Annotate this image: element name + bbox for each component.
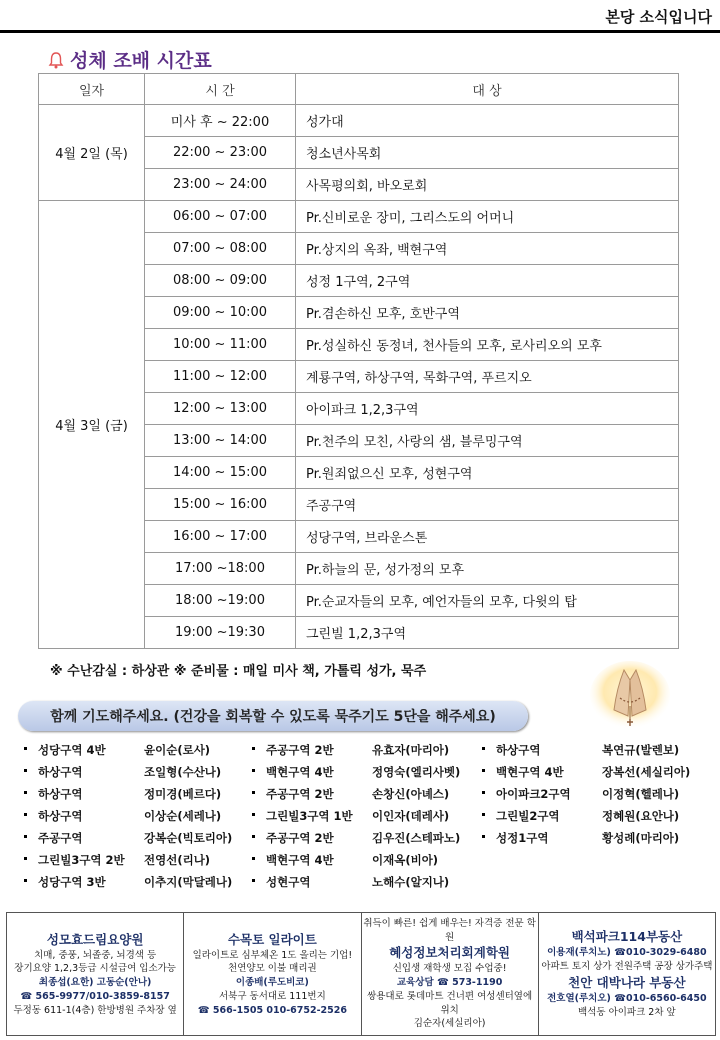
bullet-icon (24, 813, 27, 816)
prayer-row (20, 808, 720, 830)
ad-line: 쌍용대로 롯데마트 건너편 여성센터옆에 위치 (367, 990, 533, 1016)
column-header-target: 대 상 (296, 74, 679, 105)
prayer-area: 백현구역 4반 (496, 765, 564, 779)
prayer-row (20, 786, 720, 808)
ad-line: 교육상담 ☎ 573-1190 (396, 977, 503, 989)
prayer-name: 정미경(베르다) (144, 787, 222, 801)
date-cell: 4월 2일 (목) (39, 105, 145, 201)
prayer-row (20, 874, 720, 896)
prayer-name: 이상순(세레나) (144, 809, 222, 823)
time-cell: 06:00 ~ 07:00 (145, 201, 296, 233)
prayer-area: 성당구역 3반 (38, 875, 106, 889)
target-cell: 주공구역 (296, 489, 679, 521)
ad-title: 성모효드림요양원 (46, 931, 144, 947)
prayer-area: 아이파크2구역 (496, 787, 571, 801)
time-cell: 08:00 ~ 09:00 (145, 265, 296, 297)
table-row (39, 105, 679, 137)
prayer-banner (18, 701, 528, 731)
bullet-icon (252, 879, 255, 882)
ad-title: 백석파크114부동산 (571, 929, 683, 945)
prayer-area: 하상구역 (38, 765, 83, 779)
bullet-icon (482, 813, 485, 816)
target-cell: Pr.원죄없으신 모후, 성현구역 (296, 457, 679, 489)
target-cell: 그린빌 1,2,3구역 (296, 617, 679, 649)
header-divider (0, 30, 720, 33)
bullet-icon (252, 835, 255, 838)
time-cell: 10:00 ~ 11:00 (145, 329, 296, 361)
prayer-name: 이정혁(헬레나) (602, 787, 680, 801)
target-cell: Pr.천주의 모친, 사랑의 샘, 블루밍구역 (296, 425, 679, 457)
ad-line: ☎ 566-1505 010-6752-2526 (197, 1004, 347, 1016)
target-cell: 계룡구역, 하상구역, 목화구역, 푸르지오 (296, 361, 679, 393)
time-cell: 17:00 ~18:00 (145, 553, 296, 585)
ad-strip (6, 912, 716, 1036)
prayer-name: 유효자(마리아) (372, 743, 450, 757)
time-cell: 23:00 ~ 24:00 (145, 169, 296, 201)
prayer-row (20, 852, 720, 874)
prayer-area: 주공구역 (38, 831, 83, 845)
prayer-name: 노해수(알지나) (372, 875, 450, 889)
target-cell: 아이파크 1,2,3구역 (296, 393, 679, 425)
bullet-icon (482, 769, 485, 772)
ad-line: 장기요양 1,2,3등급 시설급여 입소가능 (14, 963, 176, 975)
prayer-name: 이인자(데레사) (372, 809, 450, 823)
prayer-area: 주공구역 2반 (266, 743, 334, 757)
prayer-area: 백현구역 4반 (266, 853, 334, 867)
ad-title: 취득이 빠른! 쉽게 배우는! 자격증 전문 학원 (363, 917, 536, 943)
ad-box (7, 913, 184, 1035)
ad-line: 서북구 동서대로 111번지 (218, 990, 326, 1002)
time-cell: 22:00 ~ 23:00 (145, 137, 296, 169)
time-cell: 19:00 ~19:30 (145, 617, 296, 649)
schedule-table (38, 73, 679, 649)
praying-hands-icon (590, 660, 670, 730)
ad-line: 아파트 토지 상가 전원주택 공장 상가주택 (541, 961, 713, 973)
prayer-area: 하상구역 (38, 787, 83, 801)
bullet-icon (24, 769, 27, 772)
ad-title: 혜성정보처리회계학원 (389, 945, 510, 961)
column-header-date: 일자 (39, 74, 145, 105)
bullet-icon (482, 791, 485, 794)
ad-line: 이용재(루치노) ☎010-3029-6480 (547, 947, 707, 959)
prayer-name: 장복선(세실리아) (602, 765, 691, 779)
prayer-name: 이추지(막달레나) (144, 875, 233, 889)
bullet-icon (252, 747, 255, 750)
bullet-icon (24, 835, 27, 838)
time-cell: 07:00 ~ 08:00 (145, 233, 296, 265)
time-cell: 14:00 ~ 15:00 (145, 457, 296, 489)
ad-line: ☎ 565-9977/010-3859-8157 (20, 990, 170, 1002)
target-cell: 성당구역, 브라운스톤 (296, 521, 679, 553)
prayer-area: 하상구역 (38, 809, 83, 823)
prayer-name: 김우진(스테파노) (372, 831, 461, 845)
prayer-name: 전영선(리나) (144, 853, 211, 867)
target-cell: Pr.겸손하신 모후, 호반구역 (296, 297, 679, 329)
prayer-name: 정혜원(요안나) (602, 809, 680, 823)
bullet-icon (252, 769, 255, 772)
ad-line: 전호열(루치오) ☎010-6560-6450 (547, 993, 707, 1005)
target-cell: Pr.성실하신 동정녀, 천사들의 모후, 로사리오의 모후 (296, 329, 679, 361)
time-cell: 16:00 ~ 17:00 (145, 521, 296, 553)
time-cell: 13:00 ~ 14:00 (145, 425, 296, 457)
prayer-area: 그린빌2구역 (496, 809, 560, 823)
prayer-name: 강복순(빅토리아) (144, 831, 233, 845)
target-cell: Pr.신비로운 장미, 그리스도의 어머니 (296, 201, 679, 233)
ad-line: 두정동 611-1(4층) 한방병원 주차장 옆 (13, 1004, 177, 1016)
time-cell: 15:00 ~ 16:00 (145, 489, 296, 521)
bullet-icon (252, 857, 255, 860)
ad-line: 이종배(루도비코) (235, 977, 309, 989)
bullet-icon (24, 857, 27, 860)
time-cell: 12:00 ~ 13:00 (145, 393, 296, 425)
prayer-name: 복연규(발렌보) (602, 743, 680, 757)
time-cell: 09:00 ~ 10:00 (145, 297, 296, 329)
bullet-icon (482, 835, 485, 838)
page-header-title: 본당 소식입니다 (605, 8, 712, 26)
time-cell: 11:00 ~ 12:00 (145, 361, 296, 393)
ad-line: 일라이트로 심부체온 1도 올리는 기업! (192, 949, 353, 961)
prayer-area: 성당구역 4반 (38, 743, 106, 757)
prayer-banner-text: 함께 기도해주세요. (건강을 회복할 수 있도록 묵주기도 5단을 해주세요) (50, 709, 496, 725)
prayer-area: 성정1구역 (496, 831, 549, 845)
schedule-header-row (39, 74, 679, 105)
prayer-area: 그린빌3구역 1반 (266, 809, 353, 823)
ad-line: 치매, 중풍, 뇌졸중, 뇌경색 등 (34, 949, 157, 961)
target-cell: 사목평의회, 바오로회 (296, 169, 679, 201)
prayer-name: 윤이순(로사) (144, 743, 211, 757)
ad-box (362, 913, 539, 1035)
bullet-icon (482, 747, 485, 750)
prayer-row (20, 742, 720, 764)
ad-title: 수목토 일라이트 (227, 931, 317, 947)
bullet-icon (252, 813, 255, 816)
notes-line: ※ 수난감실 : 하상관 ※ 준비물 : 매일 미사 책, 가톨릭 성가, 묵주 (50, 664, 427, 679)
prayer-area: 그린빌3구역 2반 (38, 853, 125, 867)
prayer-area: 주공구역 2반 (266, 831, 334, 845)
ad-title: 천안 대박나라 부동산 (568, 975, 686, 990)
prayer-area: 백현구역 4반 (266, 765, 334, 779)
bullet-icon (24, 791, 27, 794)
target-cell: Pr.상지의 옥좌, 백현구역 (296, 233, 679, 265)
prayer-name: 이재옥(비아) (372, 853, 439, 867)
time-cell: 미사 후 ~ 22:00 (145, 105, 296, 137)
target-cell: 성정 1구역, 2구역 (296, 265, 679, 297)
prayer-area: 하상구역 (496, 743, 541, 757)
bullet-icon (252, 791, 255, 794)
ad-box (184, 913, 361, 1035)
prayer-area: 성현구역 (266, 875, 311, 889)
prayer-name: 손창신(아녜스) (372, 787, 450, 801)
prayer-name: 황성례(마리아) (602, 831, 680, 845)
target-cell: 청소년사목회 (296, 137, 679, 169)
ad-box (539, 913, 715, 1035)
table-row (39, 201, 679, 233)
time-cell: 18:00 ~19:00 (145, 585, 296, 617)
ad-line: 백석동 아이파크 2차 앞 (578, 1006, 676, 1018)
ad-line: 천연양모 이불 매리권 (228, 963, 317, 975)
bullet-icon (24, 747, 27, 750)
schedule-title-text: 성체 조배 시간표 (70, 50, 212, 72)
prayer-area: 주공구역 2반 (266, 787, 334, 801)
ad-line: 김순자(세실리아) (413, 1018, 486, 1030)
bell-icon (48, 51, 64, 69)
prayer-list (20, 742, 720, 896)
prayer-row (20, 764, 720, 786)
schedule-body (39, 105, 679, 649)
ad-line: 최종섭(요한) 고동순(안나) (38, 977, 152, 989)
schedule-title (48, 46, 212, 73)
prayer-name: 정영숙(엘리사벳) (372, 765, 461, 779)
column-header-time: 시 간 (145, 74, 296, 105)
prayer-row (20, 830, 720, 852)
target-cell: Pr.하늘의 문, 성가정의 모후 (296, 553, 679, 585)
target-cell: Pr.순교자들의 모후, 예언자들의 모후, 다윗의 탑 (296, 585, 679, 617)
bullet-icon (24, 879, 27, 882)
target-cell: 성가대 (296, 105, 679, 137)
prayer-name: 조일형(수산나) (144, 765, 222, 779)
date-cell: 4월 3일 (금) (39, 201, 145, 649)
ad-line: 신입생 재학생 모집 수업중! (392, 963, 507, 975)
